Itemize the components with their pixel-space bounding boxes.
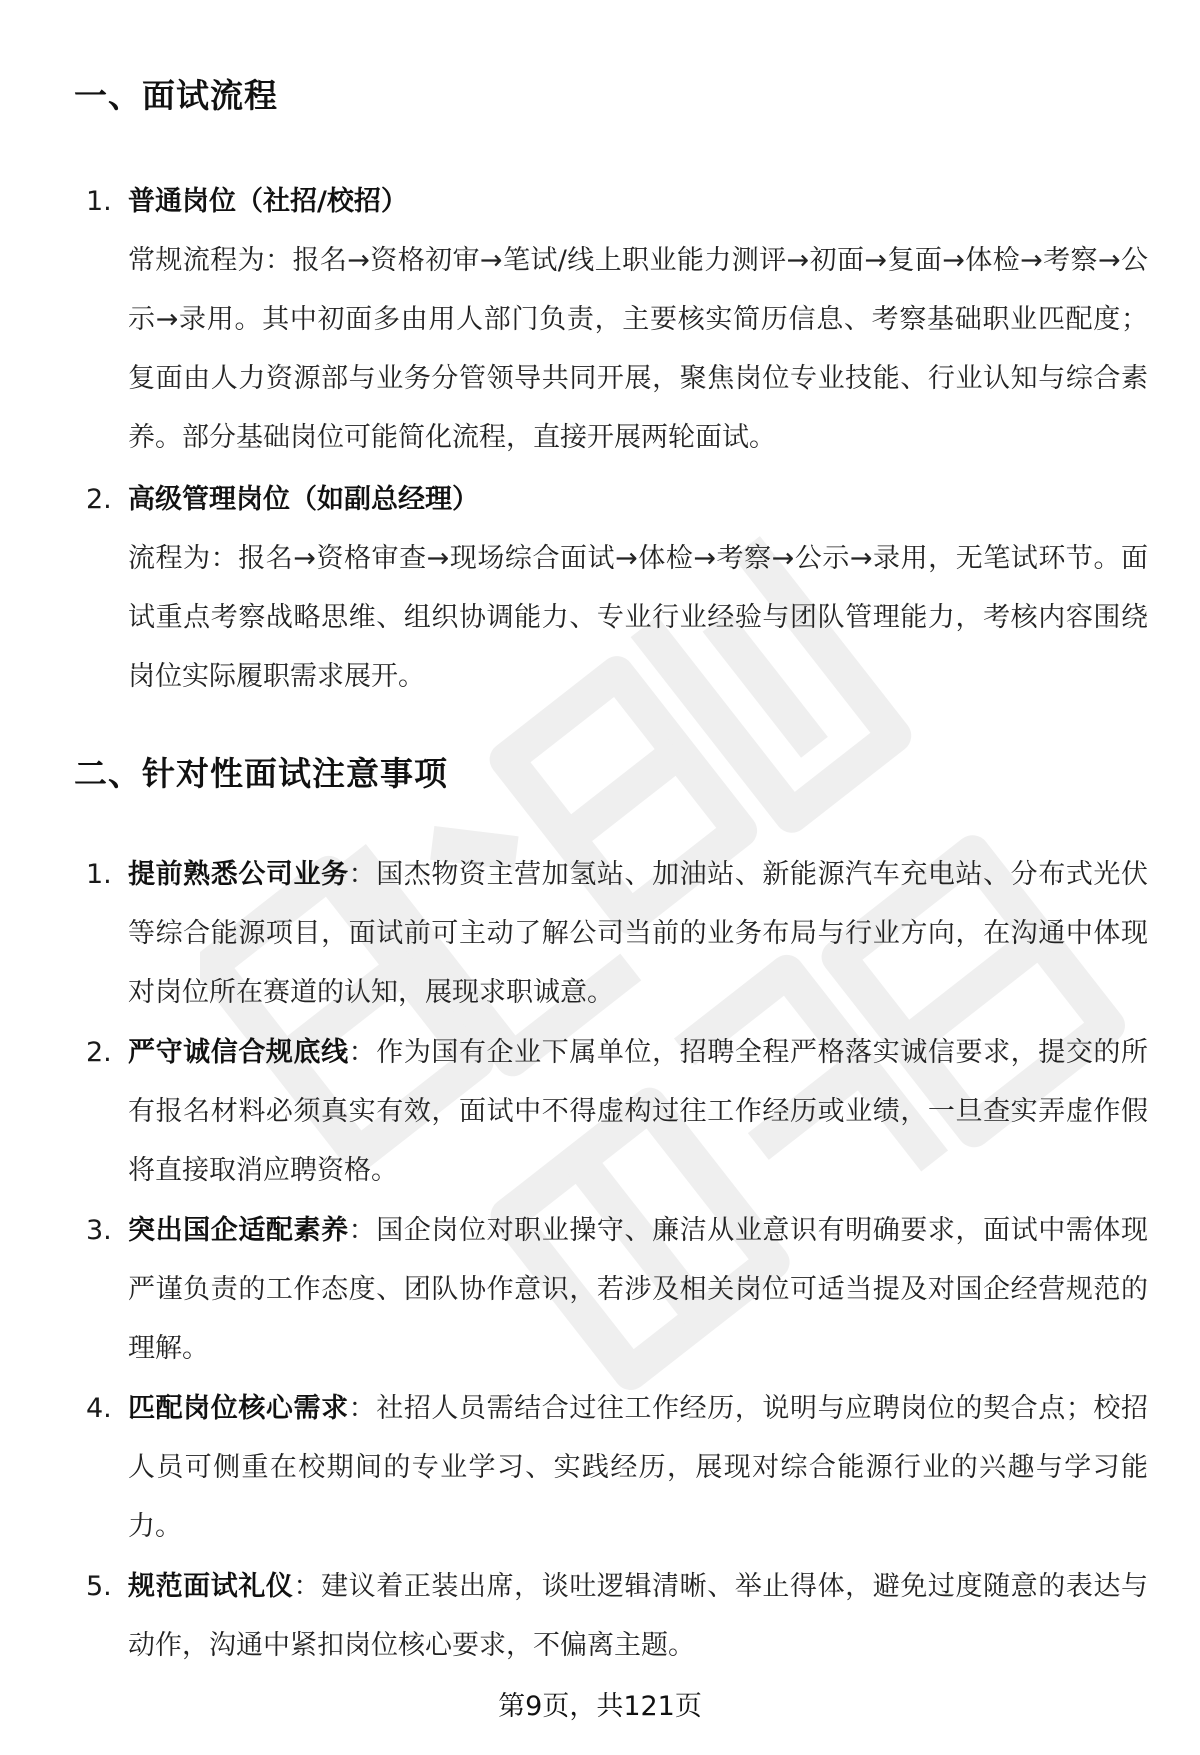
item-number: 3. (86, 1215, 112, 1246)
item-text: ：国企岗位对职业操守、廉洁从业意识有明确要求，面试中需体现严谨负责的工作态度、团队协作意识，若涉及相关岗位可适当提及对国企经营规范的理解。 (128, 1215, 1149, 1364)
item-lead: 严守诚信合规底线 (128, 1037, 349, 1068)
item-title: 高级管理岗位（如副总经理） (128, 484, 479, 515)
item-number: 5. (86, 1571, 112, 1602)
item-body (128, 1023, 1148, 1200)
list-item (0, 1557, 1200, 1675)
item-body: 常规流程为：报名→资格初审→笔试/线上职业能力测评→初面→复面→体检→考察→公示→录用。其中初面多由用人部门负责，主要核实简历信息、考察基础职业匹配度；复面由人力资源部与业务分管领导共同开展，聚焦岗位专业技能、行业认知与综合素养。部分基础岗位可能简化流程，直接开展两轮面试。 (128, 245, 1148, 453)
item-lead: 提前熟悉公司业务 (128, 859, 349, 890)
item-lead: 匹配岗位核心需求 (128, 1393, 349, 1424)
item-body (128, 1201, 1148, 1378)
list-item (0, 470, 1200, 706)
item-number: 2. (86, 1037, 112, 1068)
item-text: ：国杰物资主营加氢站、加油站、新能源汽车充电站、分布式光伏等综合能源项目，面试前可主动了解公司当前的业务布局与行业方向，在沟通中体现对岗位所在赛道的认知，展现求职诚意。 (128, 859, 1149, 1008)
item-text: ：作为国有企业下属单位，招聘全程严格落实诚信要求，提交的所有报名材料必须真实有效，面试中不得虚构过往工作经历或业绩，一旦查实弄虚作假将直接取消应聘资格。 (128, 1037, 1149, 1186)
item-number: 1. (86, 859, 112, 890)
list-item (0, 1201, 1200, 1378)
item-text: ：建议着正装出席，谈吐逻辑清晰、举止得体，避免过度随意的表达与动作，沟通中紧扣岗位核心要求，不偏离主题。 (128, 1571, 1148, 1661)
item-body (128, 1379, 1148, 1556)
item-number: 1. (86, 186, 112, 217)
process-list (0, 172, 1200, 706)
item-number: 4. (86, 1393, 112, 1424)
list-item (0, 1379, 1200, 1556)
item-body (128, 845, 1148, 1022)
item-title: 普通岗位（社招/校招） (128, 186, 408, 217)
list-item (0, 1023, 1200, 1200)
page-number: 第9页，共121页 (498, 1691, 702, 1722)
item-number: 2. (86, 484, 112, 515)
list-item (0, 172, 1200, 467)
section-heading-notes: 二、针对性面试注意事项 (74, 754, 448, 793)
item-body (128, 1557, 1148, 1675)
notes-list (0, 845, 1200, 1676)
section-heading-process: 一、面试流程 (74, 76, 278, 115)
item-text: ：社招人员需结合过往工作经历，说明与应聘岗位的契合点；校招人员可侧重在校期间的专业学习、实践经历，展现对综合能源行业的兴趣与学习能力。 (128, 1393, 1149, 1542)
item-lead: 规范面试礼仪 (128, 1571, 294, 1602)
item-body: 流程为：报名→资格审查→现场综合面试→体检→考察→公示→录用，无笔试环节。面试重点考察战略思维、组织协调能力、专业行业经验与团队管理能力，考核内容围绕岗位实际履职需求展开。 (128, 543, 1148, 692)
item-lead: 突出国企适配素养 (128, 1215, 349, 1246)
list-item (0, 845, 1200, 1022)
